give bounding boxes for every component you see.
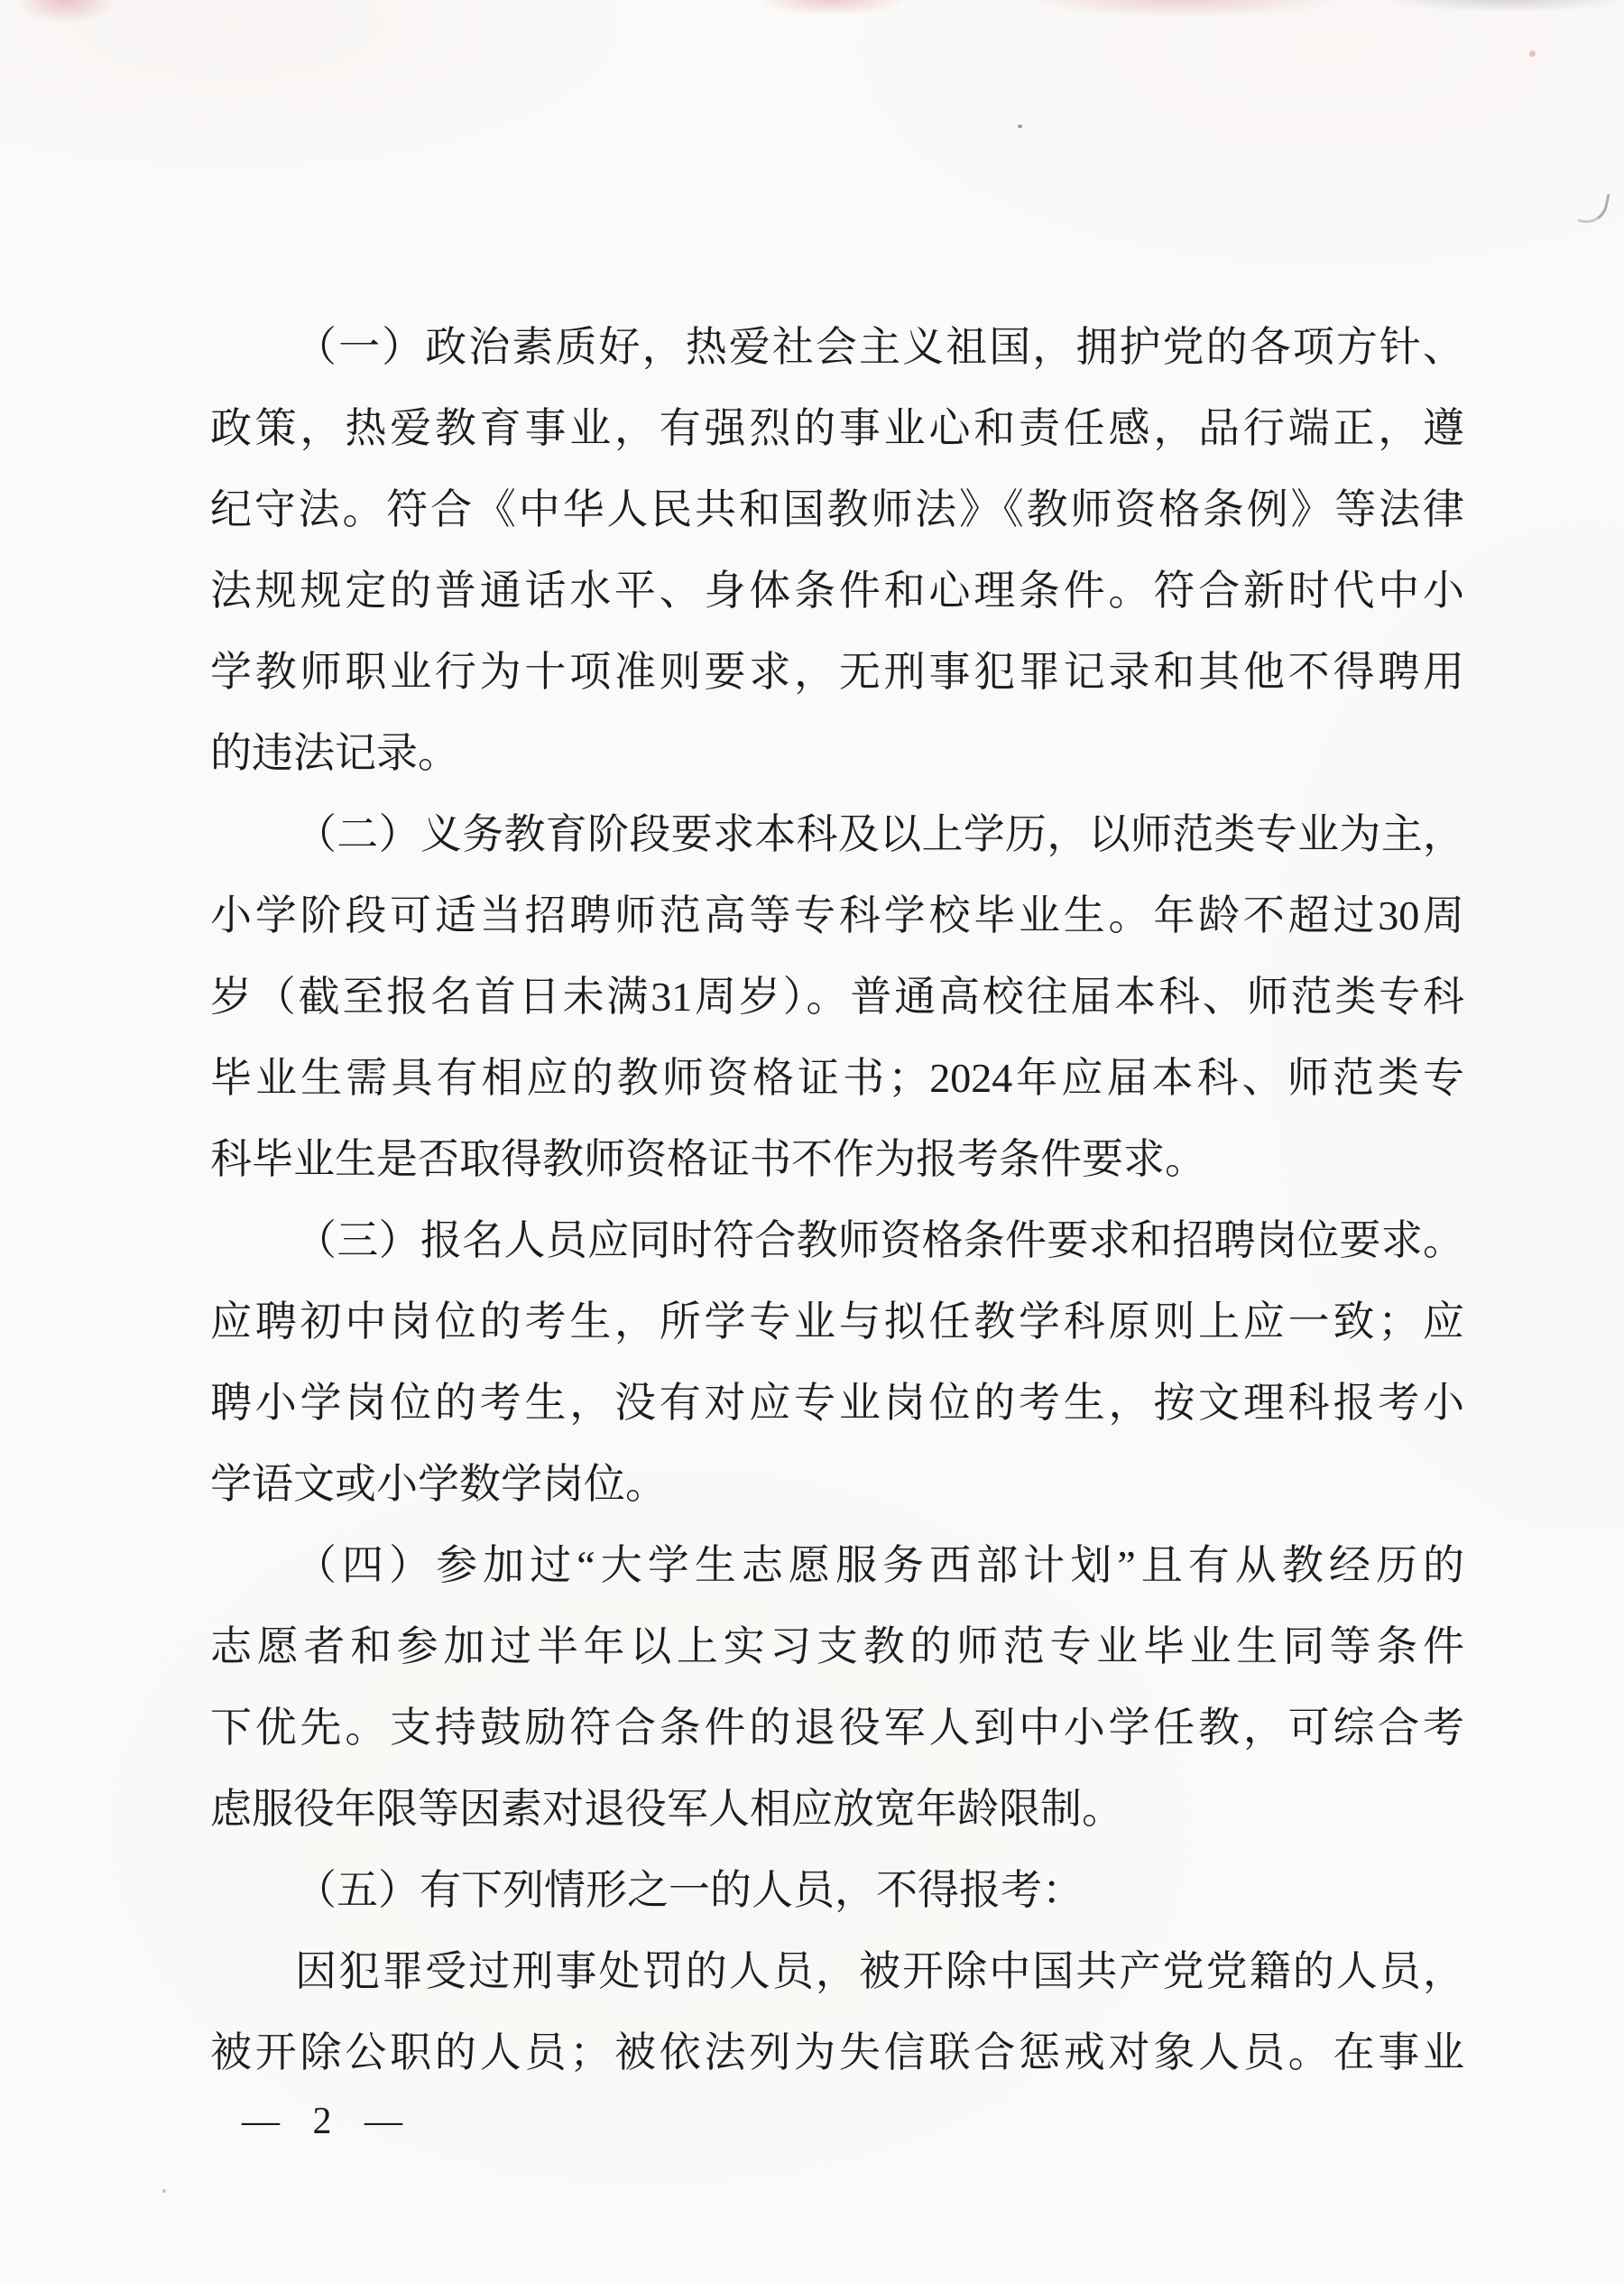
text-line: 被开除公职的人员；被依法列为失信联合惩戒对象人员。在事业 xyxy=(210,2029,1464,2075)
text-line: 纪守法。符合《中华人民共和国教师法》《教师资格条例》等法律 xyxy=(210,486,1464,532)
text-line: 虑服役年限等因素对退役军人相应放宽年龄限制。 xyxy=(210,1786,1123,1832)
text-line: （五）有下列情形之一的人员，不得报考： xyxy=(295,1867,1084,1913)
scan-smudge-top-right xyxy=(1033,0,1331,16)
text-line: （二）义务教育阶段要求本科及以上学历，以师范类专业为主， xyxy=(295,811,1464,857)
scan-smudge-top-left xyxy=(16,0,115,23)
scan-speck xyxy=(1018,125,1022,128)
document-body xyxy=(210,307,1464,2094)
text-line: 聘小学岗位的考生，没有对应专业岗位的考生，按文理科报考小 xyxy=(210,1380,1464,1426)
scan-smudge-top-edge xyxy=(1394,0,1619,11)
text-line: 学语文或小学数学岗位。 xyxy=(210,1461,667,1507)
scan-hook-mark xyxy=(1577,189,1610,226)
text-line: 下优先。支持鼓励符合条件的退役军人到中小学任教，可综合考 xyxy=(210,1705,1464,1751)
text-line: 岁（截至报名首日未满31周岁）。普通高校往届本科、师范类专科 xyxy=(210,974,1464,1020)
text-line: 学教师职业行为十项准则要求，无刑事犯罪记录和其他不得聘用 xyxy=(210,649,1464,695)
scan-speck-red xyxy=(1529,51,1536,57)
text-line: 应聘初中岗位的考生，所学专业与拟任教学科原则上应一致；应 xyxy=(210,1299,1464,1345)
text-line: 的违法记录。 xyxy=(210,730,459,776)
text-line: 政策，热爱教育事业，有强烈的事业心和责任感，品行端正，遵 xyxy=(210,405,1464,451)
text-line: 毕业生需具有相应的教师资格证书；2024年应届本科、师范类专 xyxy=(210,1055,1464,1101)
text-line: 法规规定的普通话水平、身体条件和心理条件。符合新时代中小 xyxy=(210,568,1464,614)
text-line: （三）报名人员应同时符合教师资格条件要求和招聘岗位要求。 xyxy=(295,1217,1464,1263)
text-line: （四）参加过“大学生志愿服务西部计划”且有从教经历的 xyxy=(295,1542,1464,1588)
text-line: 因犯罪受过刑事处罚的人员，被开除中国共产党党籍的人员， xyxy=(295,1948,1464,1994)
page-number: — 2 — xyxy=(242,2101,402,2142)
scan-speck xyxy=(162,2189,166,2193)
text-line: （一）政治素质好，热爱社会主义祖国，拥护党的各项方针、 xyxy=(295,324,1464,370)
text-line: 志愿者和参加过半年以上实习支教的师范专业毕业生同等条件 xyxy=(210,1623,1464,1669)
scan-smudge-top-center xyxy=(762,0,902,14)
text-line: 小学阶段可适当招聘师范高等专科学校毕业生。年龄不超过30周 xyxy=(210,892,1464,938)
text-line: 科毕业生是否取得教师资格证书不作为报考条件要求。 xyxy=(210,1136,1206,1182)
